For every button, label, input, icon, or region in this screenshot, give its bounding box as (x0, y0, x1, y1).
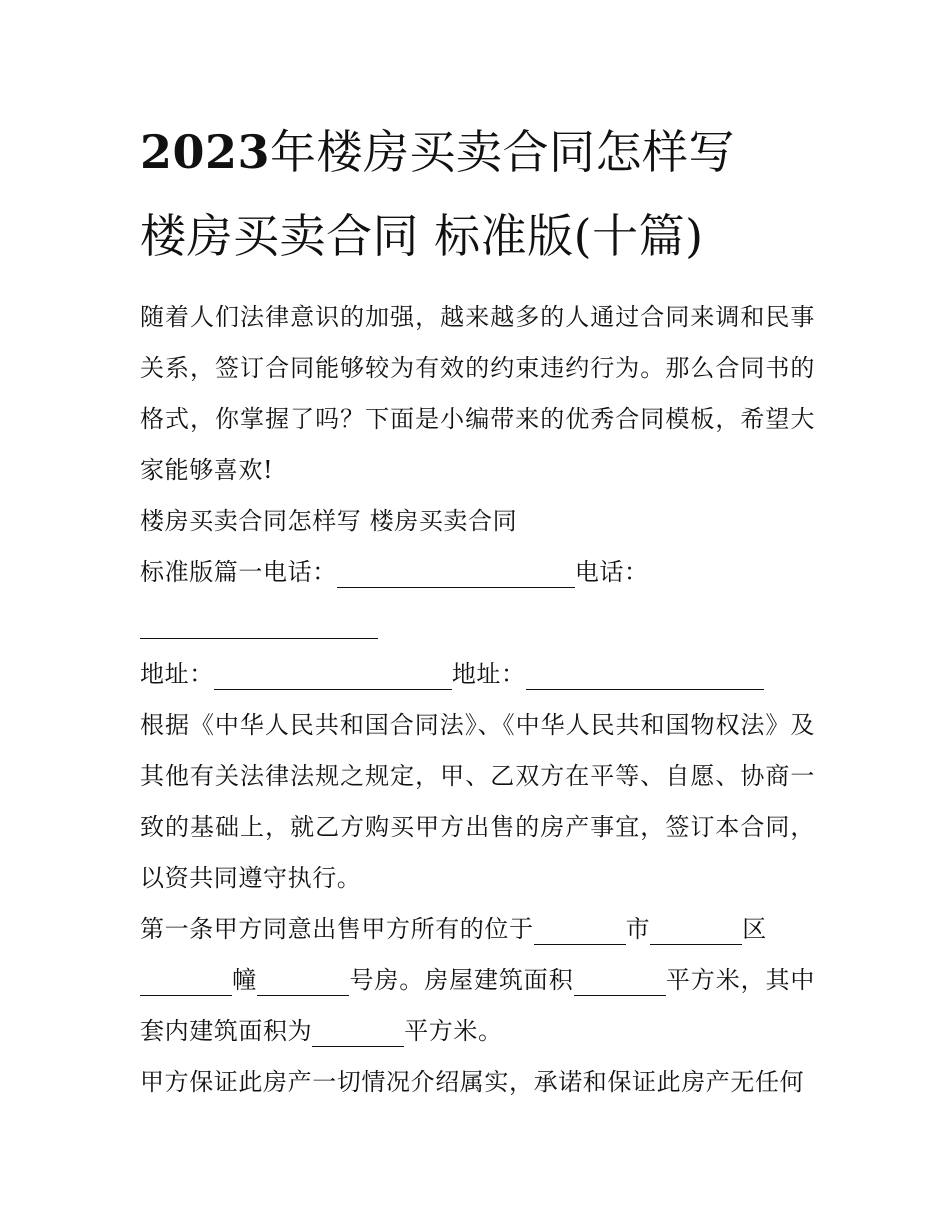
article-1-paragraph (140, 904, 815, 1057)
address-label-2: 地址： (451, 660, 526, 688)
area-label: 平方米，其中套内建筑面积为 (140, 966, 815, 1045)
city-blank (534, 914, 626, 945)
title-year: 2023 (140, 125, 271, 179)
intro-paragraph: 随着人们法律意识的加强，越来越多的人通过合同来调和民事关系，签订合同能够较为有效的约束违约行为。那么合同书的格式，你掌握了吗？下面是小编带来的优秀合同模板，希望大家能够喜欢! (140, 303, 815, 484)
phone-line (140, 547, 815, 598)
district-label: 区 (742, 915, 767, 943)
title-line2: 楼房买卖合同 标准版(十篇) (140, 209, 704, 263)
document-page (140, 110, 815, 1108)
building-label: 幢 (232, 966, 258, 994)
document-body (140, 292, 815, 1108)
law-paragraph: 根据《中华人民共和国合同法》、《中华人民共和国物权法》及其他有关法律法规之规定，甲、乙双方在平等、自愿、协商一致的基础上，就乙方购买甲方出售的房产事宜，签订本合同，以资共同遵守执行。 (140, 711, 815, 892)
guarantee-paragraph: 甲方保证此房产一切情况介绍属实，承诺和保证此房产无任何 (140, 1068, 805, 1096)
inner-area-label: 平方米。 (404, 1017, 503, 1045)
city-label: 市 (625, 915, 651, 943)
address-blank-2 (526, 659, 764, 690)
room-blank (257, 965, 349, 996)
document-title (140, 110, 815, 278)
article-1-intro: 第一条甲方同意出售甲方所有的位于 (140, 915, 534, 943)
area-blank (574, 965, 666, 996)
title-line1-rest: 年楼房买卖合同怎样写 (270, 125, 736, 179)
phone-blank-2 (140, 608, 378, 639)
district-blank (650, 914, 742, 945)
phone-blank-1 (337, 557, 575, 588)
phone-label-2: 电话： (574, 558, 649, 586)
address-blank-1 (214, 659, 452, 690)
address-line (140, 649, 815, 700)
subheading: 楼房买卖合同怎样写 楼房买卖合同 (140, 507, 518, 535)
room-label: 号房。房屋建筑面积 (349, 966, 574, 994)
address-label-1: 地址： (140, 660, 214, 688)
building-blank (140, 965, 232, 996)
phone-label-1: 标准版篇一电话： (140, 558, 337, 586)
inner-area-blank (312, 1016, 404, 1047)
phone-blank-line (140, 598, 815, 649)
